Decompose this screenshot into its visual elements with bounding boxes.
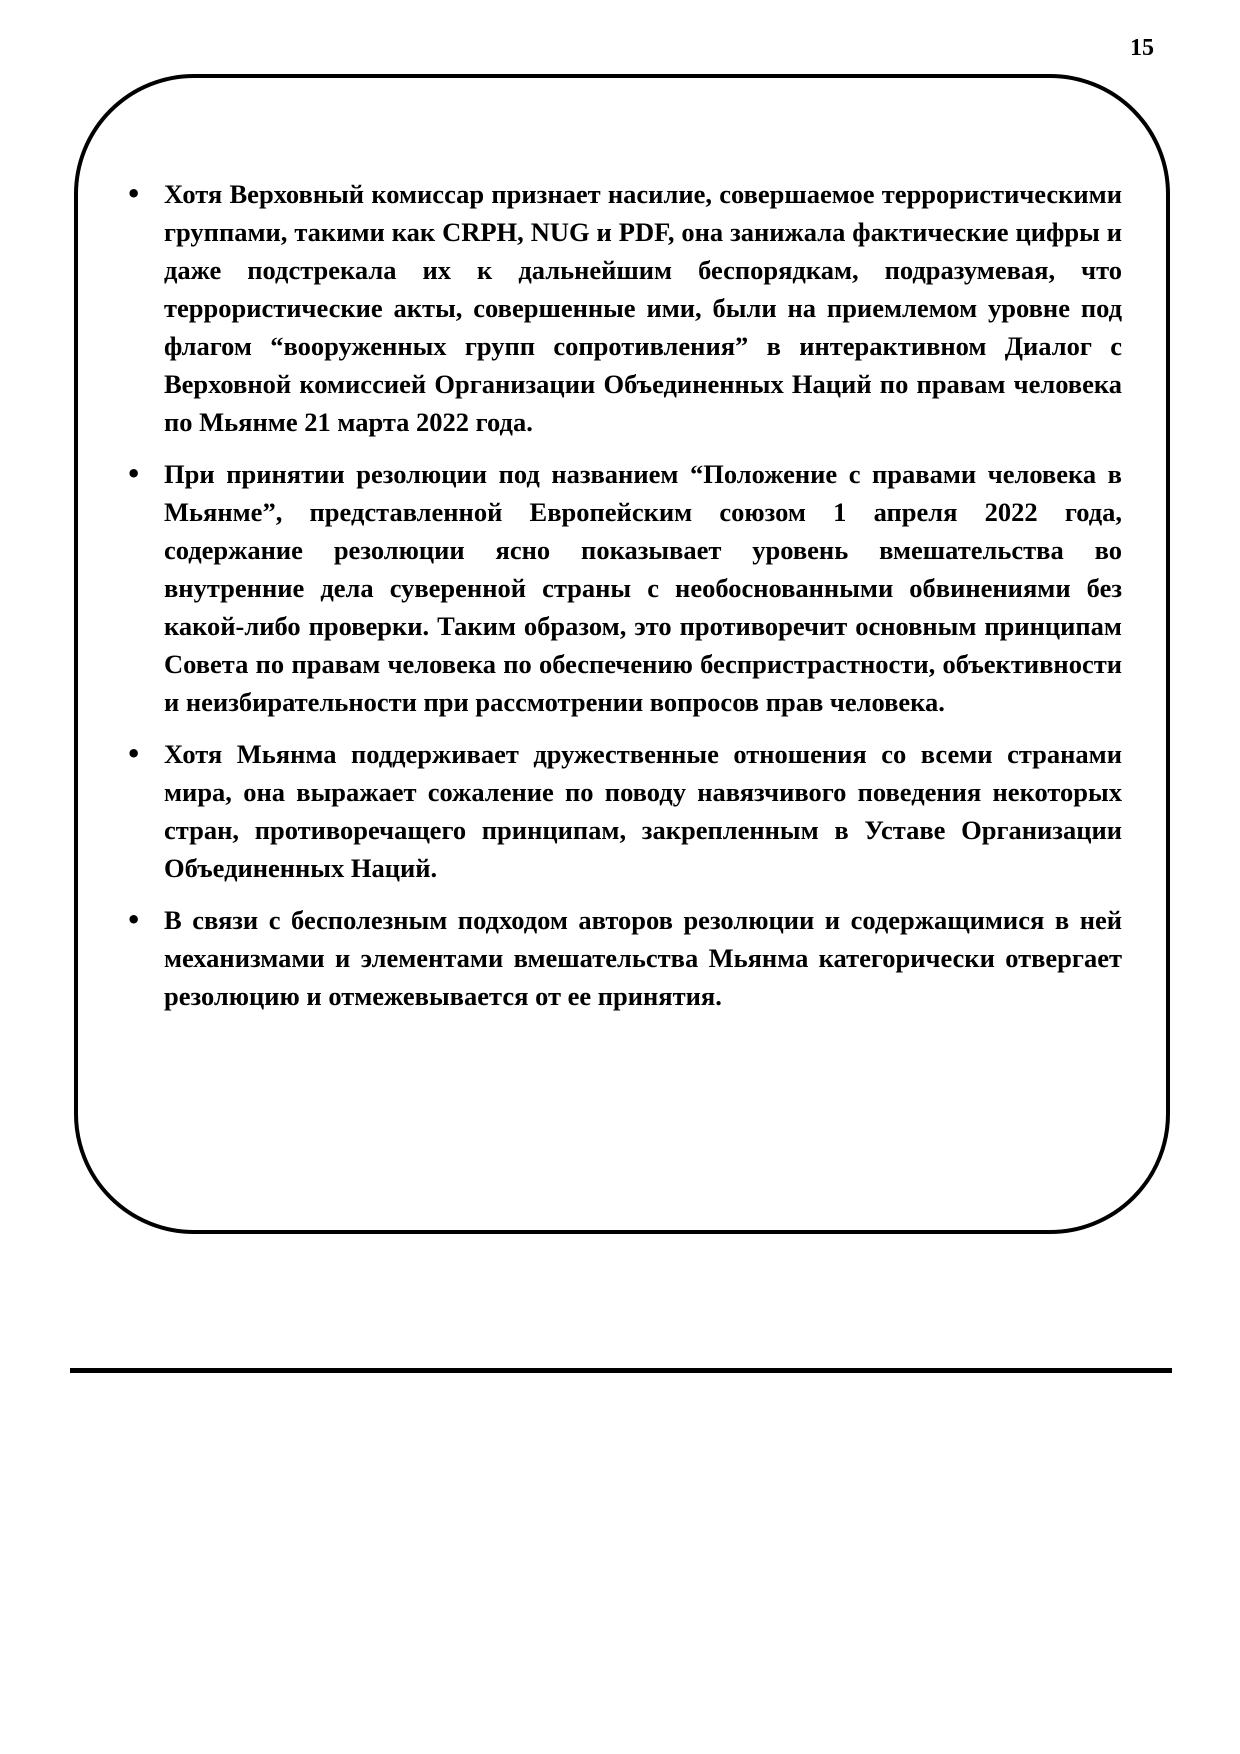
horizontal-rule: [70, 1368, 1172, 1373]
bullet-item: [126, 175, 1122, 441]
bullet-dot-icon: •: [126, 460, 142, 488]
bullet-dot-icon: •: [126, 180, 142, 208]
bullet-item: [126, 901, 1122, 1015]
bullet-list: [126, 175, 1122, 1029]
bullet-dot-icon: •: [126, 740, 142, 768]
bullet-item: [126, 735, 1122, 887]
bullet-text: При принятии резолюции под названием “Положение с правами человека в Мьянме”, представленной Европейским союзом 1 апреля 2022 года, содержание резолюции ясно показывает уровень вмешательства во внутренние дела суверенной страны с необоснованными обвинениями без какой-либо проверки. Таким образом, это противоречит основным принципам Совета по правам человека по обеспечению беспристрастности, объективности и неизбирательности при рассмотрении вопросов прав человека.: [164, 459, 1122, 717]
bullet-dot-icon: •: [126, 906, 142, 934]
page-number: 15: [1130, 35, 1154, 61]
bullet-text: Хотя Мьянма поддерживает дружественные отношения со всеми странами мира, она выражает сожаление по поводу навязчивого поведения некоторых стран, противоречащего принципам, закрепленным в Уставе Организации Объединенных Наций.: [164, 739, 1122, 883]
bullet-item: [126, 455, 1122, 721]
bullet-text: В связи с бесполезным подходом авторов резолюции и содержащимися в ней механизмами и элементами вмешательства Мьянма категорически отвергает резолюцию и отмежевывается от ее принятия.: [164, 905, 1122, 1011]
bullet-text: Хотя Верховный комиссар признает насилие, совершаемое террористическими группами, такими как CRPH, NUG и PDF, она занижала фактические цифры и даже подстрекала их к дальнейшим беспорядкам, подразумевая, что террористические акты, совершенные ими, были на приемлемом уровне под флагом “вооруженных групп сопротивления” в интерактивном Диалог с Верховной комиссией Организации Объединенных Наций по правам человека по Мьянме 21 марта 2022 года.: [164, 179, 1122, 437]
